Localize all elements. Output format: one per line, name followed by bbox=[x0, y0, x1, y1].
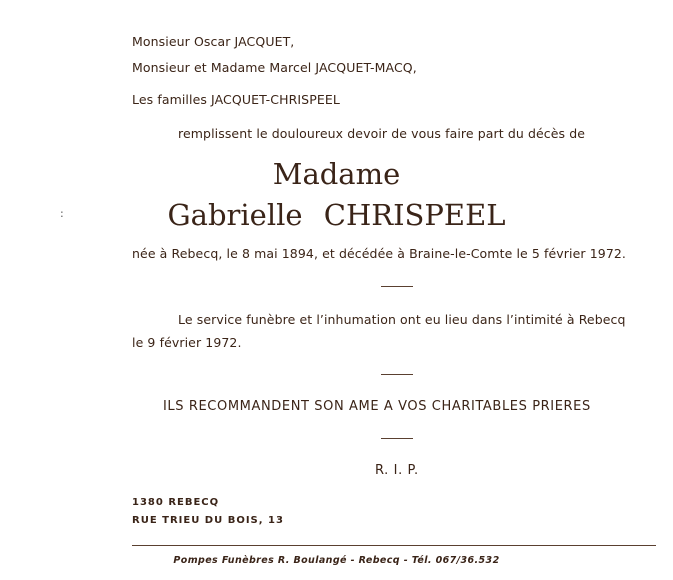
service-line-1: Le service funèbre et l’inhumation ont eu lieu dans l’intimité à Rebecq bbox=[178, 312, 626, 327]
birth-death-dates: née à Rebecq, le 8 mai 1894, et décédée à Braine-le-Comte le 5 février 1972. bbox=[132, 246, 626, 261]
address-line-2: RUE TRIEU DU BOIS, 13 bbox=[132, 515, 284, 526]
scan-mark: : bbox=[60, 207, 64, 220]
funeral-home-footer: Pompes Funèbres R. Boulangé - Rebecq - Tél. 067/36.532 bbox=[173, 555, 500, 566]
deceased-name: Gabrielle CHRISPEEL bbox=[167, 198, 506, 232]
header-line-3: Les familles JACQUET-CHRISPEEL bbox=[132, 92, 340, 107]
address-line-1: 1380 REBECQ bbox=[132, 497, 220, 508]
divider-2 bbox=[381, 374, 413, 375]
deceased-title: Madame bbox=[272, 157, 401, 191]
rip-text: R. I. P. bbox=[375, 463, 419, 478]
service-line-2: le 9 février 1972. bbox=[132, 335, 242, 350]
divider-1 bbox=[381, 286, 413, 287]
prayer-text: ILS RECOMMANDENT SON AME A VOS CHARITABLES PRIERES bbox=[163, 399, 591, 414]
announcement-line: remplissent le douloureux devoir de vous faire part du décès de bbox=[178, 126, 586, 141]
header-line-1: Monsieur Oscar JACQUET, bbox=[132, 34, 295, 49]
header-line-2: Monsieur et Madame Marcel JACQUET-MACQ, bbox=[132, 60, 417, 75]
footer-rule bbox=[132, 545, 656, 546]
divider-3 bbox=[381, 438, 413, 439]
